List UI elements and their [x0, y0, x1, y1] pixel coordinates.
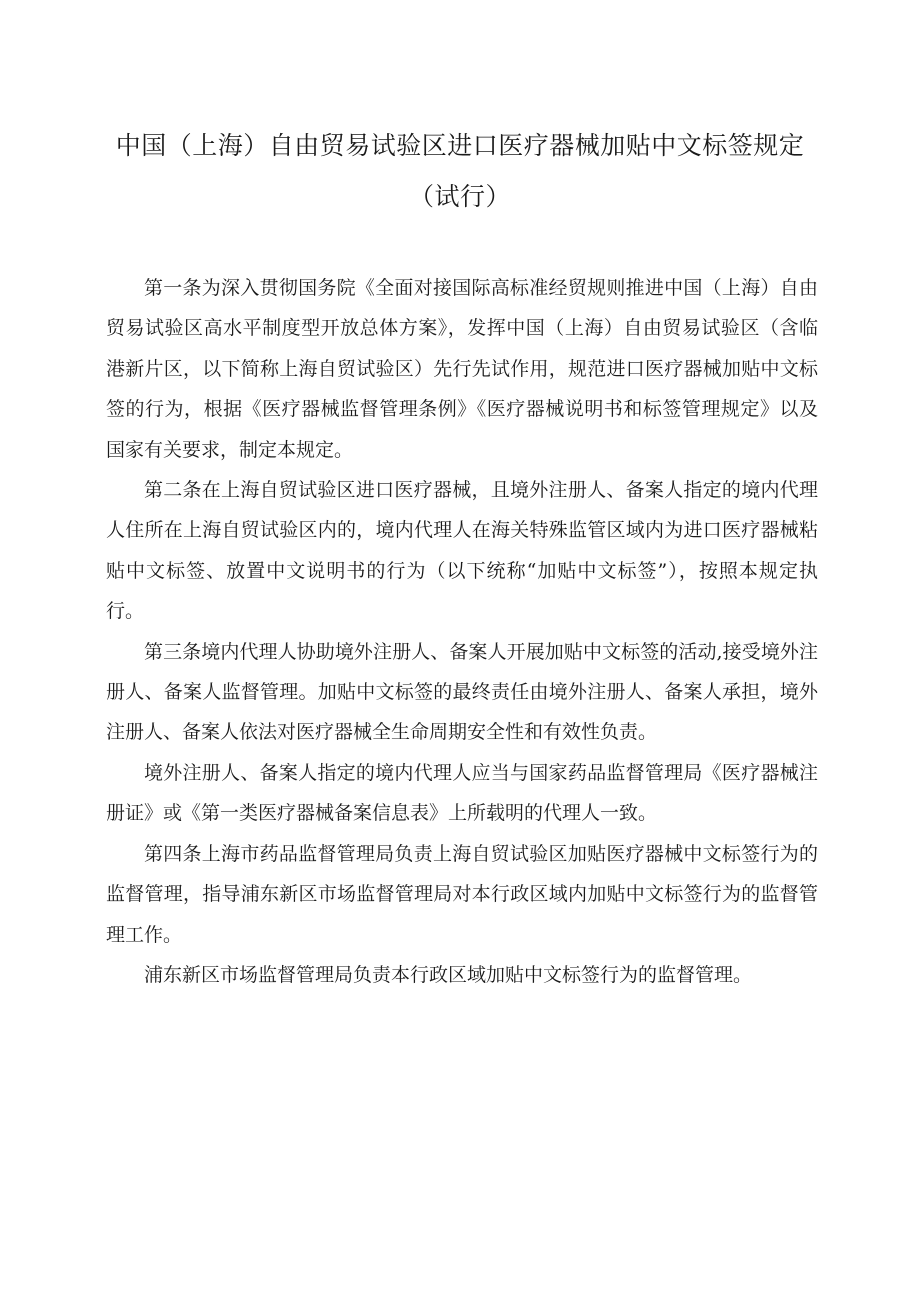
document-body	[106, 268, 818, 995]
paragraph-pudong-supervision: 浦东新区市场监督管理局负责本行政区域加贴中文标签行为的监督管理。	[144, 963, 753, 986]
paragraph-article-4: 第四条上海市药品监督管理局负责上海自贸试验区加贴医疗器械中文标签行为的监督管理，指导浦东新区市场监督管理局对本行政区域内加贴中文标签行为的监督管理工作。	[106, 842, 818, 946]
document-subtitle: （试行）	[408, 182, 511, 211]
document-title: 中国（上海）自由贸易试验区进口医疗器械加贴中文标签规定	[115, 131, 805, 160]
paragraph-article-2: 第二条在上海自贸试验区进口医疗器械，且境外注册人、备案人指定的境内代理人住所在上海自贸试验区内的，境内代理人在海关特殊监管区域内为进口医疗器械粘贴中文标签、放置中文说明书的行为（以下统称“加贴中文标签”），按照本规定执行。	[106, 479, 818, 623]
paragraph-article-3: 第三条境内代理人协助境外注册人、备案人开展加贴中文标签的活动,接受境外注册人、备案人监督管理。加贴中文标签的最终责任由境外注册人、备案人承担，境外注册人、备案人依法对医疗器械全生命周期安全性和有效性负责。	[106, 640, 818, 744]
paragraph-article-1: 第一条为深入贯彻国务院《全面对接国际高标准经贸规则推进中国（上海）自由贸易试验区高水平制度型开放总体方案》，发挥中国（上海）自由贸易试验区（含临港新片区，以下简称上海自贸试验区）先行先试作用，规范进口医疗器械加贴中文标签的行为，根据《医疗器械监督管理条例》《医疗器械说明书和标签管理规定》以及国家有关要求，制定本规定。	[106, 277, 818, 461]
paragraph-agent-requirement: 境外注册人、备案人指定的境内代理人应当与国家药品监督管理局《医疗器械注册证》或《第一类医疗器械备案信息表》上所载明的代理人一致。	[106, 761, 818, 825]
